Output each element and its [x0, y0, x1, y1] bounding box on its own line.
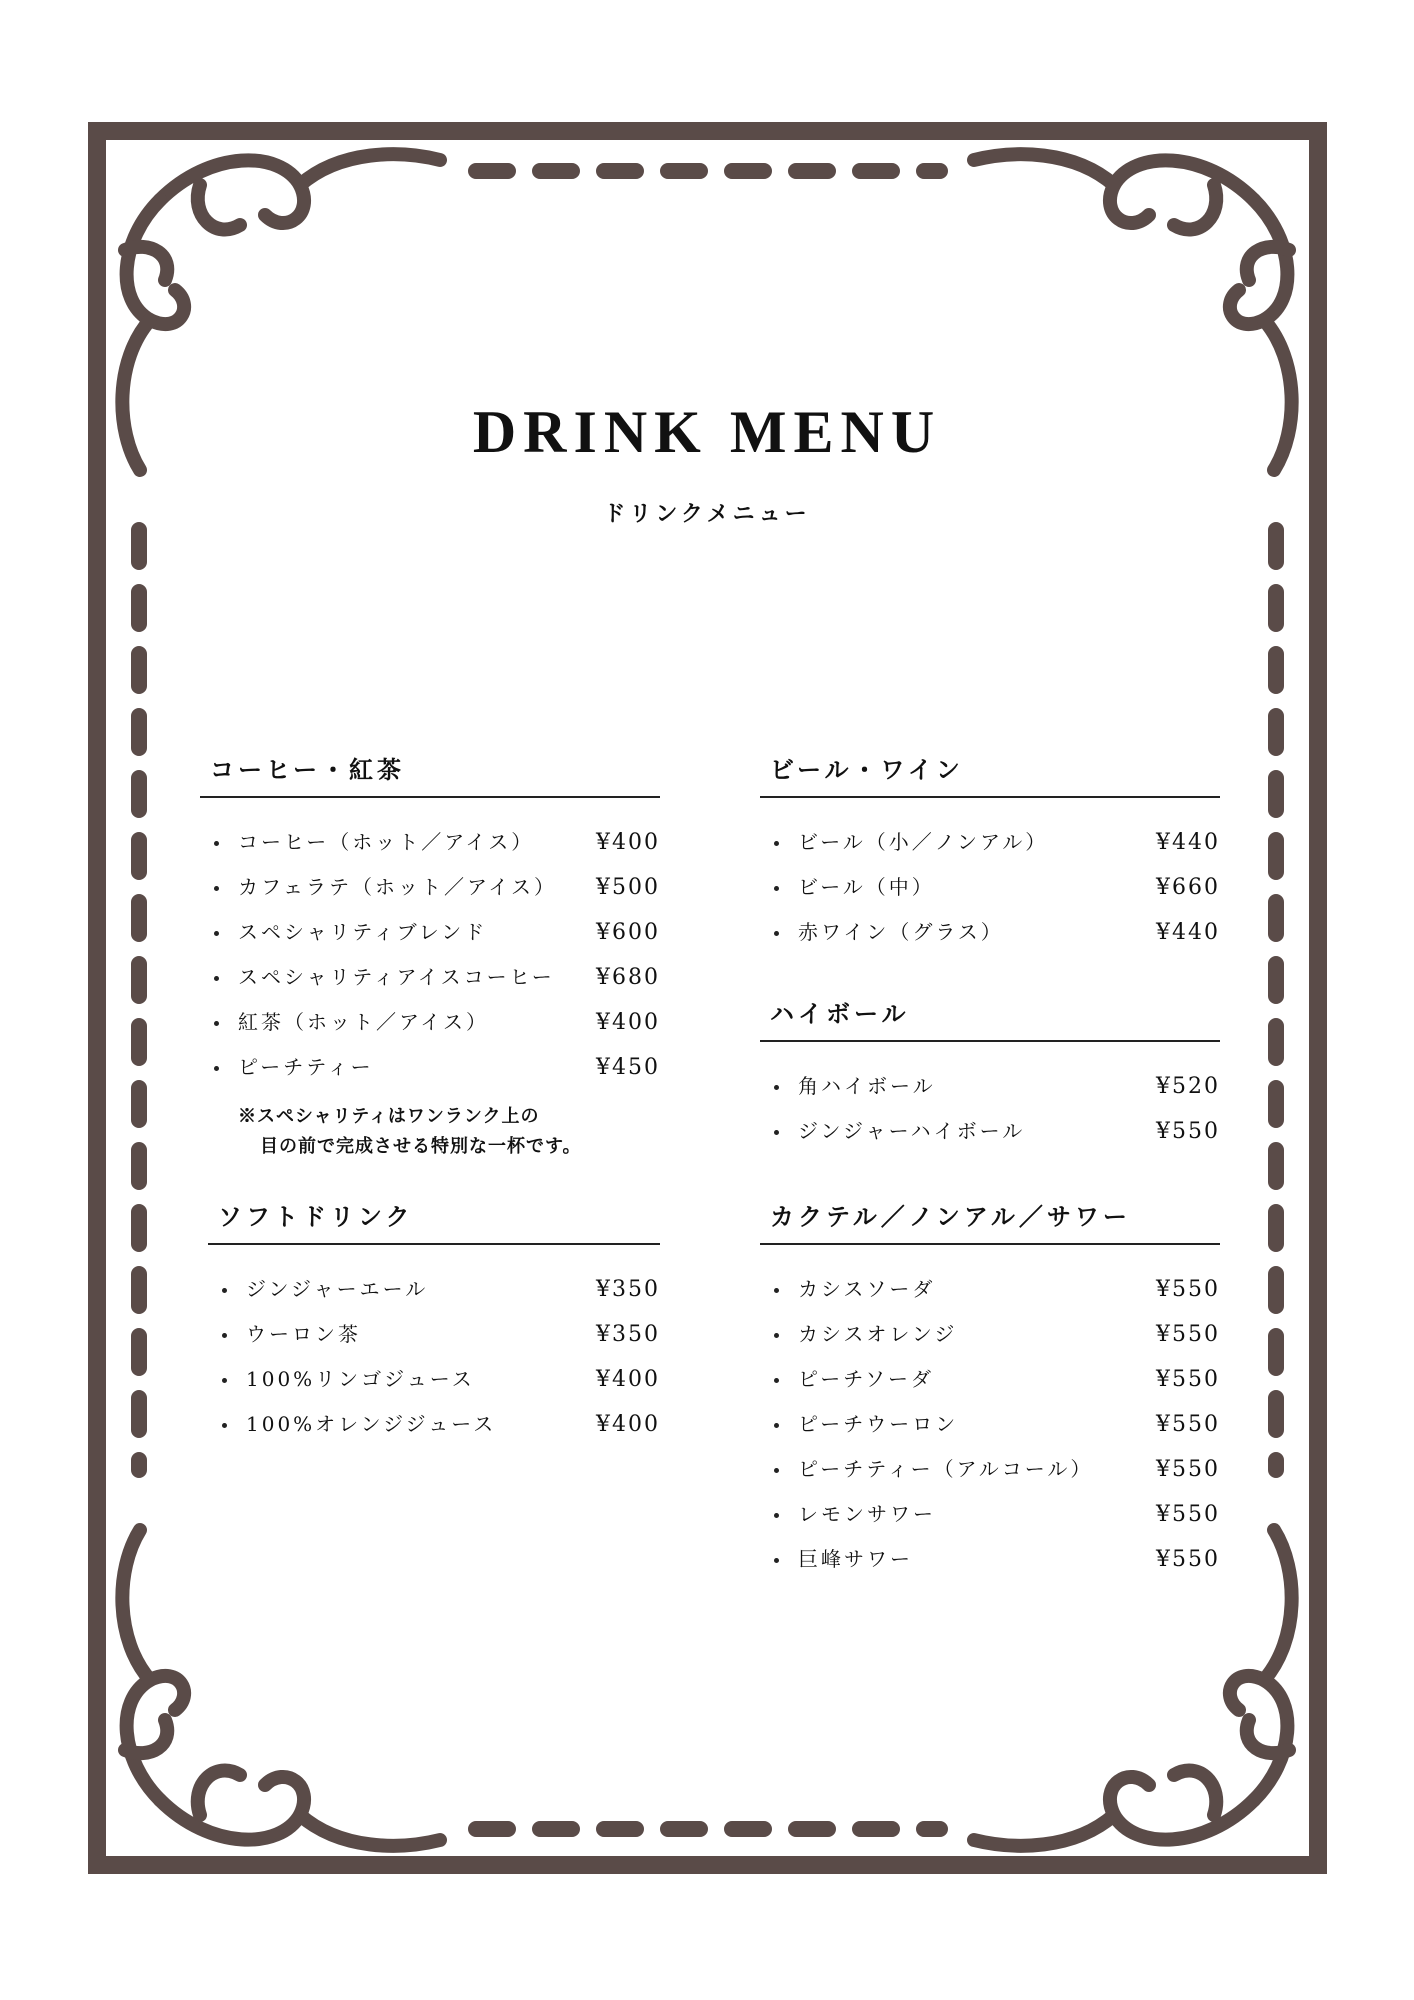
menu-item — [760, 1402, 1220, 1447]
menu-item — [208, 1357, 660, 1402]
item-name: 巨峰サワー — [798, 1547, 913, 1571]
section-heading: ビール・ワイン — [760, 750, 1220, 798]
section-heading: ハイボール — [760, 994, 1220, 1042]
item-name: ジンジャーハイボール — [798, 1119, 1026, 1143]
item-name: 紅茶（ホット／アイス） — [238, 1010, 489, 1034]
item-list — [760, 820, 1220, 955]
item-price: ¥550 — [1156, 1367, 1220, 1392]
item-price: ¥550 — [1156, 1412, 1220, 1437]
item-name: ビール（小／ノンアル） — [798, 830, 1049, 854]
item-price: ¥520 — [1156, 1074, 1220, 1099]
item-name: ビール（中） — [798, 875, 935, 899]
item-name: カシスソーダ — [798, 1277, 936, 1301]
page-title: DRINK MENU — [472, 399, 942, 465]
item-price: ¥550 — [1156, 1277, 1220, 1302]
item-price: ¥450 — [596, 1055, 660, 1080]
item-name: ピーチティー — [238, 1055, 374, 1079]
menu-item — [208, 1312, 660, 1357]
note-line: ※スペシャリティはワンランク上の — [238, 1106, 540, 1127]
menu-item — [760, 910, 1220, 955]
specialty-note — [238, 1102, 660, 1162]
item-price: ¥440 — [1156, 920, 1220, 945]
item-list — [760, 1267, 1220, 1582]
item-name: スペシャリティブレンド — [238, 920, 488, 944]
item-name: カシスオレンジ — [798, 1322, 958, 1346]
item-name: ウーロン茶 — [246, 1322, 361, 1346]
menu-item — [208, 1402, 660, 1447]
item-name: ジンジャーエール — [246, 1277, 429, 1301]
item-name: ピーチウーロン — [798, 1412, 959, 1436]
item-name: ピーチティー（アルコール） — [798, 1457, 1094, 1481]
item-price: ¥550 — [1156, 1322, 1220, 1347]
item-name: 100%オレンジジュース — [246, 1412, 497, 1436]
item-price: ¥350 — [596, 1322, 660, 1347]
item-name: カフェラテ（ホット／アイス） — [238, 875, 557, 899]
menu-item — [200, 865, 660, 910]
item-name: 赤ワイン（グラス） — [798, 920, 1004, 944]
menu-item — [760, 1267, 1220, 1312]
section-beer-wine — [760, 750, 1220, 955]
item-price: ¥550 — [1156, 1547, 1220, 1572]
item-price: ¥550 — [1156, 1457, 1220, 1482]
item-list — [200, 820, 660, 1090]
item-price: ¥400 — [596, 1412, 660, 1437]
item-list — [208, 1267, 660, 1447]
menu-item — [760, 1447, 1220, 1492]
menu-item — [200, 820, 660, 865]
item-price: ¥550 — [1156, 1502, 1220, 1527]
item-price: ¥400 — [596, 1367, 660, 1392]
menu-item — [760, 1064, 1220, 1109]
item-price: ¥660 — [1156, 875, 1220, 900]
menu-item — [760, 1492, 1220, 1537]
note-line: 目の前で完成させる特別な一杯です。 — [260, 1136, 582, 1157]
item-name: 100%リンゴジュース — [246, 1367, 475, 1391]
item-name: ピーチソーダ — [798, 1367, 934, 1391]
section-highball — [760, 994, 1220, 1154]
section-soft-drinks — [208, 1197, 660, 1447]
menu-item — [200, 955, 660, 1000]
item-price: ¥680 — [596, 965, 660, 990]
section-cocktail — [760, 1197, 1220, 1582]
menu-item — [200, 1000, 660, 1045]
item-price: ¥500 — [596, 875, 660, 900]
menu-item — [200, 1045, 660, 1090]
section-heading: ソフトドリンク — [208, 1197, 660, 1245]
menu-item — [760, 1109, 1220, 1154]
menu-item — [760, 1357, 1220, 1402]
item-price: ¥350 — [596, 1277, 660, 1302]
menu-item — [760, 1537, 1220, 1582]
item-price: ¥440 — [1156, 830, 1220, 855]
menu-item — [760, 1312, 1220, 1357]
item-price: ¥400 — [596, 830, 660, 855]
section-heading: カクテル／ノンアル／サワー — [760, 1197, 1220, 1245]
menu-item — [760, 865, 1220, 910]
item-price: ¥400 — [596, 1010, 660, 1035]
section-coffee-tea — [200, 750, 660, 1162]
item-price: ¥550 — [1156, 1119, 1220, 1144]
item-price: ¥600 — [596, 920, 660, 945]
menu-item — [200, 910, 660, 955]
page-subtitle: ドリンクメニュー — [603, 501, 811, 527]
menu-item — [760, 820, 1220, 865]
item-name: コーヒー（ホット／アイス） — [238, 830, 535, 854]
section-heading: コーヒー・紅茶 — [200, 750, 660, 798]
item-name: 角ハイボール — [798, 1074, 936, 1098]
item-list — [760, 1064, 1220, 1154]
item-name: スペシャリティアイスコーヒー — [238, 965, 555, 989]
item-name: レモンサワー — [798, 1502, 936, 1526]
menu-item — [208, 1267, 660, 1312]
